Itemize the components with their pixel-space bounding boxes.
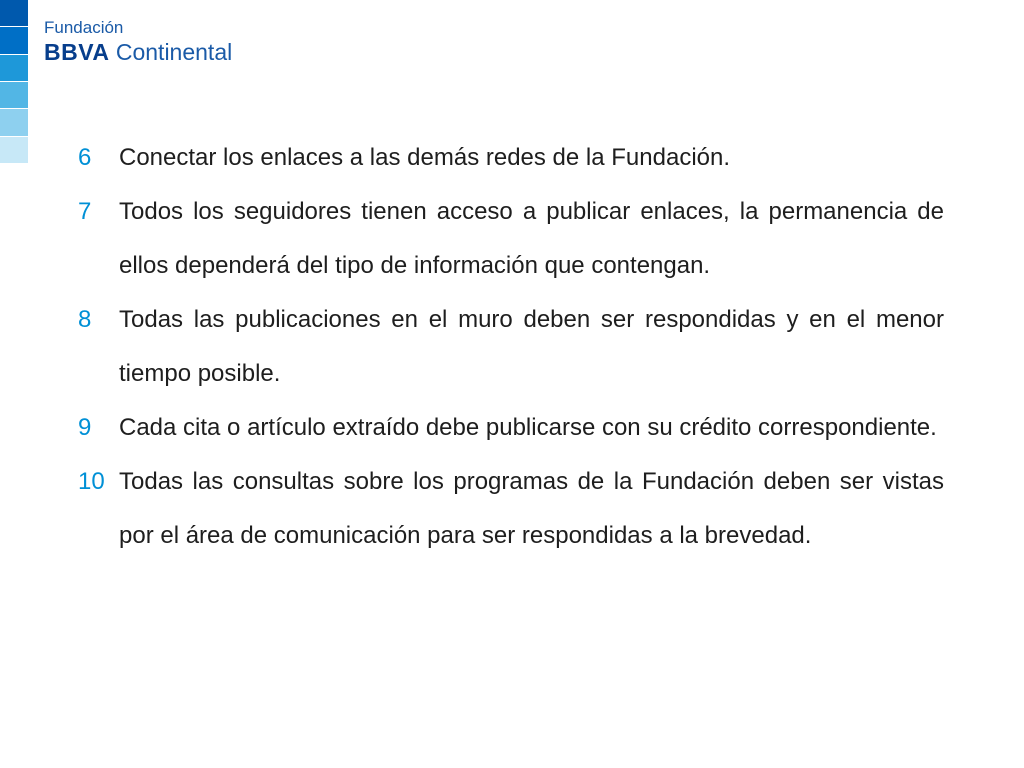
numbered-list — [78, 131, 944, 563]
logo — [44, 18, 232, 66]
logo-sub-text: Continental — [115, 39, 233, 65]
strip-segment-6 — [0, 137, 28, 163]
item-number: 7 — [78, 198, 92, 225]
list-item — [78, 455, 944, 563]
strip-segment-5 — [0, 109, 28, 136]
item-number: 9 — [78, 414, 92, 441]
logo-brand-text: BBVA — [44, 39, 110, 65]
list-item — [78, 401, 944, 455]
strip-segment-3 — [0, 55, 28, 82]
logo-bottom-line — [44, 38, 232, 66]
item-text: Todos los seguidores tienen acceso a publicar enlaces, la permanencia de ellos dependerá del tipo de información que contengan. — [119, 198, 944, 279]
item-number: 10 — [78, 468, 105, 495]
strip-segment-2 — [0, 27, 28, 54]
brand-color-strip — [0, 0, 28, 163]
strip-segment-1 — [0, 0, 28, 27]
item-text: Cada cita o artículo extraído debe publicarse con su crédito correspondiente. — [119, 414, 937, 441]
logo-top-text: Fundación — [44, 18, 124, 37]
list-item — [78, 293, 944, 401]
list-item — [78, 185, 944, 293]
item-text: Conectar los enlaces a las demás redes de la Fundación. — [119, 144, 731, 171]
list-item — [78, 131, 944, 185]
item-number: 6 — [78, 144, 92, 171]
item-text: Todas las consultas sobre los programas de la Fundación deben ser vistas por el área de comunicación para ser respondidas a la brevedad. — [119, 468, 944, 549]
item-text: Todas las publicaciones en el muro deben ser respondidas y en el menor tiempo posible. — [119, 306, 944, 387]
item-number: 8 — [78, 306, 92, 333]
strip-segment-4 — [0, 82, 28, 109]
